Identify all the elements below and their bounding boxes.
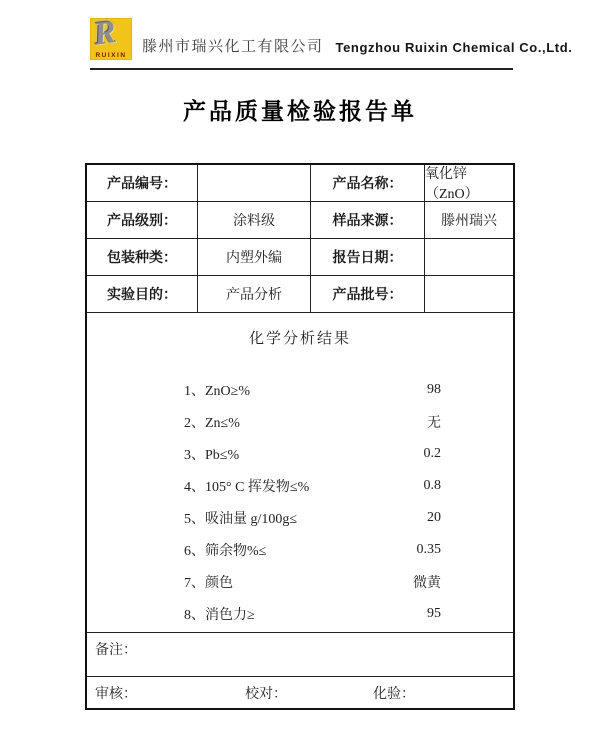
company-name-chinese: 滕州市瑞兴化工有限公司: [142, 39, 324, 55]
product-name-label: 产品名称：: [311, 165, 425, 201]
package-type-value: 内塑外编: [198, 239, 311, 275]
report-date-label: 报告日期：: [311, 239, 425, 275]
signoff-row: [87, 677, 513, 708]
header-divider: [90, 68, 513, 70]
table-row: [87, 165, 513, 202]
company-name-english: Tengzhou Ruixin Chemical Co.,Ltd.: [335, 40, 573, 55]
assay-label: 化验：: [373, 686, 415, 702]
analysis-item-zn: [87, 406, 513, 438]
item-name: 3、Pb≤%: [184, 448, 240, 463]
item-value: 98: [427, 382, 441, 397]
item-name: 4、105° C 挥发物≤%: [184, 480, 310, 495]
company-header: [90, 14, 573, 60]
item-value: 0.35: [416, 542, 441, 557]
item-value: 0.2: [423, 446, 441, 461]
item-name: 1、ZnO≥%: [184, 384, 251, 399]
analysis-heading: 化学分析结果: [248, 331, 351, 347]
table-row: [87, 239, 513, 276]
item-value: 无: [427, 416, 441, 431]
test-purpose-value: 产品分析: [198, 276, 311, 312]
analysis-item-oil-absorption: [87, 502, 513, 534]
item-value: 微黄: [413, 576, 441, 591]
item-name: 2、Zn≤%: [184, 416, 240, 431]
company-logo: [90, 14, 132, 60]
analysis-section: [87, 313, 513, 633]
analysis-item-volatiles: [87, 470, 513, 502]
analysis-item-sieve-residue: [87, 534, 513, 566]
item-value: 20: [427, 510, 441, 525]
analysis-item-color: [87, 566, 513, 598]
report-table: [85, 163, 515, 710]
sample-source-value: 滕州瑞兴: [441, 214, 497, 229]
remarks-label: 备注：: [95, 643, 137, 658]
logo-brand-text: RUIXIN: [95, 52, 127, 59]
analysis-item-tinting-strength: [87, 598, 513, 630]
table-row: [87, 276, 513, 313]
batch-number-value: [425, 276, 513, 312]
item-name: 6、筛余物%≤: [184, 544, 267, 559]
page-title: 产品质量检验报告单: [183, 98, 417, 124]
sample-source-label: 样品来源：: [311, 202, 425, 238]
table-row: [87, 202, 513, 239]
logo-r-glyph: R: [91, 14, 119, 53]
review-label: 审核：: [95, 686, 137, 702]
item-name: 5、吸油量 g/100g≤: [184, 512, 298, 527]
remarks-row: [87, 633, 513, 677]
package-type-label: 包装种类：: [87, 239, 198, 275]
test-purpose-label: 实验目的：: [87, 276, 198, 312]
report-date-value: [425, 239, 513, 275]
product-code-label: 产品编号：: [87, 165, 198, 201]
proofread-label: 校对：: [245, 686, 287, 702]
product-grade-label: 产品级别：: [87, 202, 198, 238]
product-code-value: [198, 165, 311, 201]
batch-number-label: 产品批号：: [311, 276, 425, 312]
item-value: 0.8: [423, 478, 441, 493]
product-grade-value: 涂料级: [198, 202, 311, 238]
item-value: 95: [427, 606, 441, 621]
item-name: 8、消色力≥: [184, 608, 255, 623]
product-name-value: 氧化锌（ZnO）: [425, 167, 479, 201]
analysis-item-pb: [87, 438, 513, 470]
analysis-item-zno: [87, 374, 513, 406]
item-name: 7、颜色: [184, 576, 233, 591]
